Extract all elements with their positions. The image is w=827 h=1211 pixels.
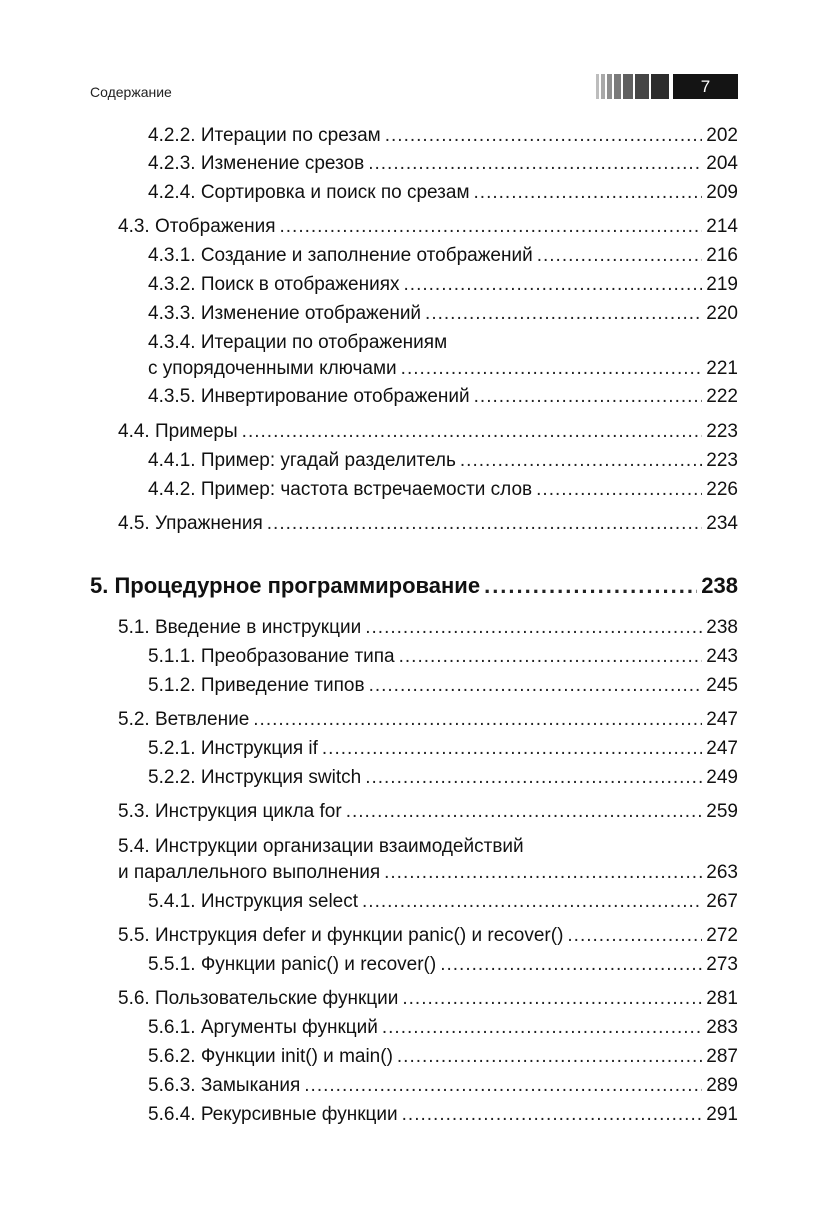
leader-dots [280, 216, 703, 238]
toc-entry-page: 202 [706, 125, 738, 146]
toc-entry-page: 287 [706, 1046, 738, 1067]
toc-entry-title: 4.2.2. Итерации по срезам [148, 125, 381, 146]
toc-entry-page: 281 [706, 988, 738, 1009]
toc-entry-title: 4.4. Примеры [118, 421, 238, 442]
leader-dots [402, 988, 702, 1010]
leader-dots [385, 125, 703, 147]
leader-dots [460, 450, 702, 472]
page-number: 7 [673, 74, 738, 99]
toc-entry-4-5[interactable] [118, 513, 738, 535]
toc-entry-title: 4.4.2. Пример: частота встречаемости слов [148, 479, 533, 500]
chapter-title: 5. Процедурное программирование [90, 573, 481, 598]
toc-entry-title: 5.6.1. Аргументы функций [148, 1017, 378, 1038]
toc-entry-5-4[interactable] [118, 862, 738, 884]
leader-dots [397, 1046, 702, 1068]
chapter-page: 238 [701, 573, 738, 598]
toc-entry-5-3[interactable] [118, 801, 738, 823]
toc-entry-title: 4.2.4. Сортировка и поиск по срезам [148, 182, 470, 203]
toc-entry-4-3-4[interactable] [148, 358, 738, 380]
leader-dots [401, 358, 703, 380]
toc-entry-title: 4.3.1. Создание и заполнение отображений [148, 245, 533, 266]
toc-entry-page: 226 [706, 479, 738, 500]
toc-entry-page: 283 [706, 1017, 738, 1038]
toc-entry-page: 223 [706, 450, 738, 471]
running-title: Содержание [90, 84, 172, 100]
toc-entry-title: 5.6.3. Замыкания [148, 1075, 301, 1096]
toc-entry-page: 247 [706, 709, 738, 730]
toc-entry-5-1-1[interactable] [148, 646, 738, 668]
leader-dots [425, 303, 702, 325]
toc-entry-page: 249 [706, 767, 738, 788]
toc-entry-title: 5.5.1. Функции panic() и recover() [148, 954, 437, 975]
toc-entry-title-continued: с упорядоченными ключами [148, 358, 397, 379]
toc-entry-5-6-1[interactable] [148, 1017, 738, 1039]
toc-entry-title: 4.3. Отображения [118, 216, 276, 237]
toc-entry-page: 219 [706, 274, 738, 295]
toc-entry-4-4[interactable] [118, 421, 738, 443]
toc-entry-title: 5.6.2. Функции init() и main() [148, 1046, 393, 1067]
toc-entry-5-4-line1[interactable]: 5.4. Инструкции организации взаимодействий [118, 836, 524, 857]
toc-entry-page: 221 [706, 358, 738, 379]
toc-entry-4-4-2[interactable] [148, 479, 738, 501]
toc-entry-4-3-5[interactable] [148, 386, 738, 408]
toc-entry-page: 272 [706, 925, 738, 946]
toc-entry-5-6-2[interactable] [148, 1046, 738, 1068]
toc-entry-4-4-1[interactable] [148, 450, 738, 472]
toc-entry-4-3-4-line1[interactable]: 4.3.4. Итерации по отображениям [148, 332, 448, 353]
toc-entry-5-2-2[interactable] [148, 767, 738, 789]
toc-entry-page: 222 [706, 386, 738, 407]
leader-dots [399, 646, 703, 668]
toc-entry-page: 273 [706, 954, 738, 975]
leader-dots [346, 801, 703, 823]
toc-entry-title: 5.1.1. Преобразование типа [148, 646, 395, 667]
leader-dots [253, 709, 702, 731]
toc-entry-title: 4.4.1. Пример: угадай разделитель [148, 450, 456, 471]
leader-dots [368, 153, 702, 175]
toc-entry-4-2-3[interactable] [148, 153, 738, 175]
leader-dots [404, 274, 703, 296]
toc-entry-4-3[interactable] [118, 216, 738, 238]
toc-entry-title: 4.3.5. Инвертирование отображений [148, 386, 470, 407]
toc-entry-page: 216 [706, 245, 738, 266]
toc-chapter-5[interactable] [90, 575, 738, 597]
toc-entry-5-5-1[interactable] [148, 954, 738, 976]
toc-entry-page: 234 [706, 513, 738, 534]
toc-entry-title: 5.5. Инструкция defer и функции panic() и recover() [118, 925, 564, 946]
toc-entry-page: 267 [706, 891, 738, 912]
leader-dots [322, 738, 702, 760]
toc-entry-5-1[interactable] [118, 617, 738, 639]
leader-dots [369, 675, 703, 697]
toc-entry-5-2[interactable] [118, 709, 738, 731]
toc-entry-page: 209 [706, 182, 738, 203]
leader-dots [484, 575, 697, 597]
leader-dots [362, 891, 702, 913]
leader-dots [474, 386, 703, 408]
toc-entry-page: 259 [706, 801, 738, 822]
toc-entry-title: 4.3.2. Поиск в отображениях [148, 274, 400, 295]
toc-entry-5-6[interactable] [118, 988, 738, 1010]
toc-entry-4-2-2[interactable] [148, 125, 738, 147]
leader-dots [440, 954, 702, 976]
toc-entry-page: 245 [706, 675, 738, 696]
toc-entry-title: 4.3.3. Изменение отображений [148, 303, 422, 324]
toc-entry-title: 4.2.3. Изменение срезов [148, 153, 365, 174]
toc-entry-title: 5.6. Пользовательские функции [118, 988, 399, 1009]
toc-entry-4-2-4[interactable] [148, 182, 738, 204]
leader-dots [304, 1075, 702, 1097]
leader-dots [365, 767, 702, 789]
toc-entry-title: 5.6.4. Рекурсивные функции [148, 1104, 398, 1125]
leader-dots [402, 1104, 703, 1126]
toc-entry-title: 5.3. Инструкция цикла for [118, 801, 342, 822]
leader-dots [536, 479, 702, 501]
leader-dots [384, 862, 702, 884]
toc-entry-5-2-1[interactable] [148, 738, 738, 760]
toc-entry-5-1-2[interactable] [148, 675, 738, 697]
leader-dots [567, 925, 702, 947]
toc-entry-page: 247 [706, 738, 738, 759]
toc-entry-5-4-1[interactable] [148, 891, 738, 913]
toc-entry-5-6-3[interactable] [148, 1075, 738, 1097]
toc-entry-title: 5.2.2. Инструкция switch [148, 767, 362, 788]
leader-dots [474, 182, 703, 204]
leader-dots [537, 245, 703, 267]
leader-dots [267, 513, 703, 535]
toc-entry-title-continued: и параллельного выполнения [118, 862, 381, 883]
leader-dots [382, 1017, 702, 1039]
toc-entry-5-6-4[interactable] [148, 1104, 738, 1126]
toc-entry-page: 243 [706, 646, 738, 667]
toc-entry-4-3-2[interactable] [148, 274, 738, 296]
toc-entry-title: 4.5. Упражнения [118, 513, 263, 534]
toc-entry-page: 204 [706, 153, 738, 174]
toc-entry-page: 263 [706, 862, 738, 883]
toc-entry-5-5[interactable] [118, 925, 738, 947]
leader-dots [365, 617, 702, 639]
toc-entry-page: 220 [706, 303, 738, 324]
leader-dots [242, 421, 703, 443]
toc-entry-title: 5.2.1. Инструкция if [148, 738, 318, 759]
toc-entry-title: 5.1.2. Приведение типов [148, 675, 365, 696]
toc-entry-page: 291 [706, 1104, 738, 1125]
toc-entry-4-3-3[interactable] [148, 303, 738, 325]
toc-entry-page: 214 [706, 216, 738, 237]
toc-entry-title: 5.1. Введение в инструкции [118, 617, 362, 638]
toc-entry-title: 5.4.1. Инструкция select [148, 891, 359, 912]
toc-entry-page: 289 [706, 1075, 738, 1096]
toc-entry-4-3-1[interactable] [148, 245, 738, 267]
toc-entry-page: 238 [706, 617, 738, 638]
toc-entry-title: 5.2. Ветвление [118, 709, 250, 730]
toc-entry-page: 223 [706, 421, 738, 442]
